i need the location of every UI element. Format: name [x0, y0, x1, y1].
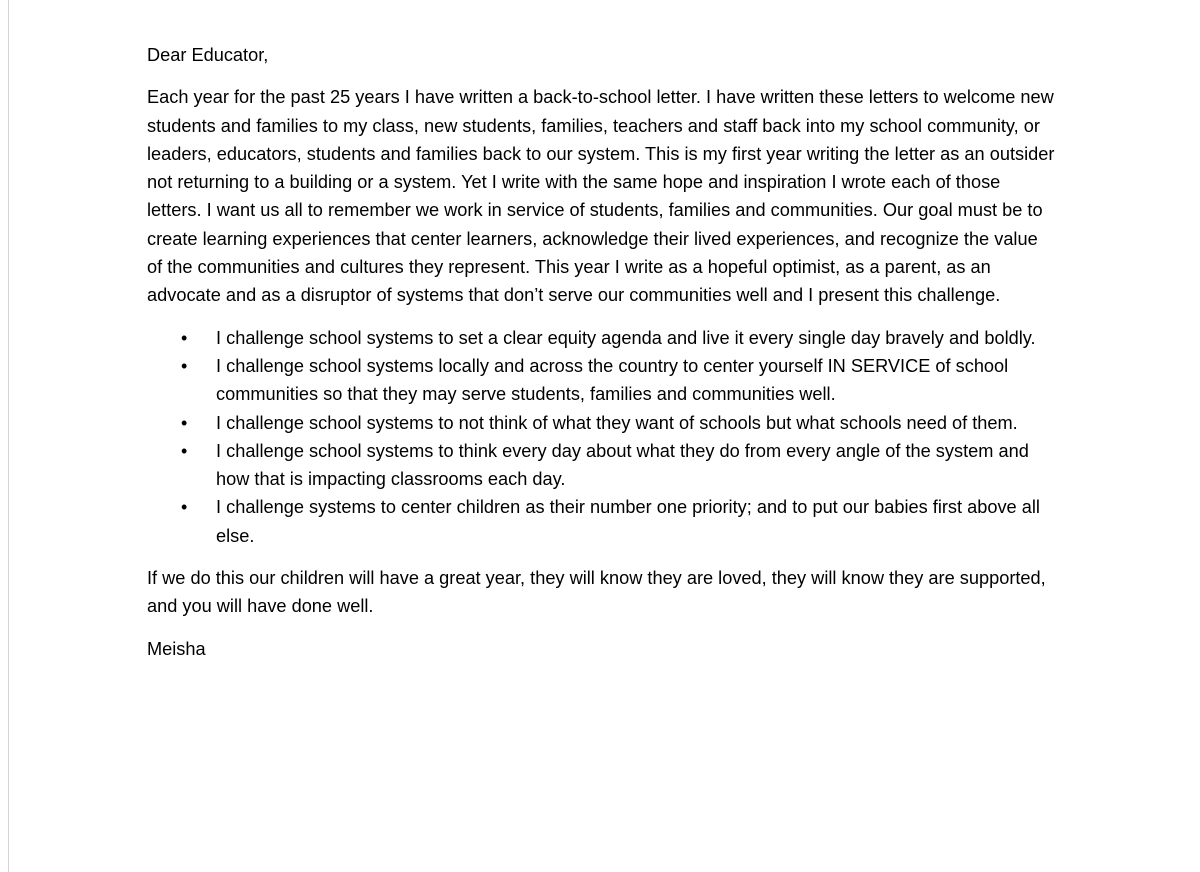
- page-edge-divider: [8, 0, 9, 872]
- challenge-text: I challenge school systems to not think of what they want of schools but what schools need of them.: [216, 412, 1018, 433]
- letter-body: [147, 41, 1057, 663]
- challenge-text: I challenge school systems to set a clear equity agenda and live it every single day bravely and boldly.: [216, 327, 1036, 348]
- challenge-text: I challenge school systems to think every day about what they do from every angle of the system and how that is impacting classrooms each day.: [216, 440, 1029, 490]
- bullet-icon: •: [181, 412, 188, 433]
- bullet-icon: •: [181, 355, 188, 376]
- challenge-list-item: [147, 409, 1057, 437]
- challenge-list-item: [147, 493, 1057, 550]
- challenge-list-item: [147, 437, 1057, 494]
- letter-signature: Meisha: [147, 638, 206, 659]
- letter-intro-paragraph: Each year for the past 25 years I have written a back-to-school letter. I have written these letters to welcome new students and families to my class, new students, families, teachers and staff back into my school community, or leaders, educators, students and families back to our system. This is my first year writing the letter as an outsider not returning to a building or a system. Yet I write with the same hope and inspiration I wrote each of those letters. I want us all to remember we work in service of students, families and communities. Our goal must be to create learning experiences that center learners, acknowledge their lived experiences, and recognize the value of the communities and cultures they represent. This year I write as a hopeful optimist, as a parent, as an advocate and as a disruptor of systems that don’t serve our communities well and I present this challenge.: [147, 87, 1055, 306]
- challenge-text: I challenge systems to center children as their number one priority; and to put our babies first above all else.: [216, 497, 1040, 546]
- letter-closing-paragraph: If we do this our children will have a great year, they will know they are loved, they will know they are supported, and you will have done well.: [147, 568, 1046, 617]
- bullet-icon: •: [181, 440, 188, 461]
- challenge-text: I challenge school systems locally and across the country to center yourself IN SERVICE of school communities so that they may serve students, families and communities well.: [216, 355, 1009, 405]
- challenge-list-item: [147, 324, 1057, 352]
- bullet-icon: •: [181, 497, 188, 518]
- challenge-list: [147, 324, 1057, 550]
- bullet-icon: •: [181, 327, 188, 348]
- letter-greeting: Dear Educator,: [147, 45, 269, 65]
- challenge-list-item: [147, 352, 1057, 409]
